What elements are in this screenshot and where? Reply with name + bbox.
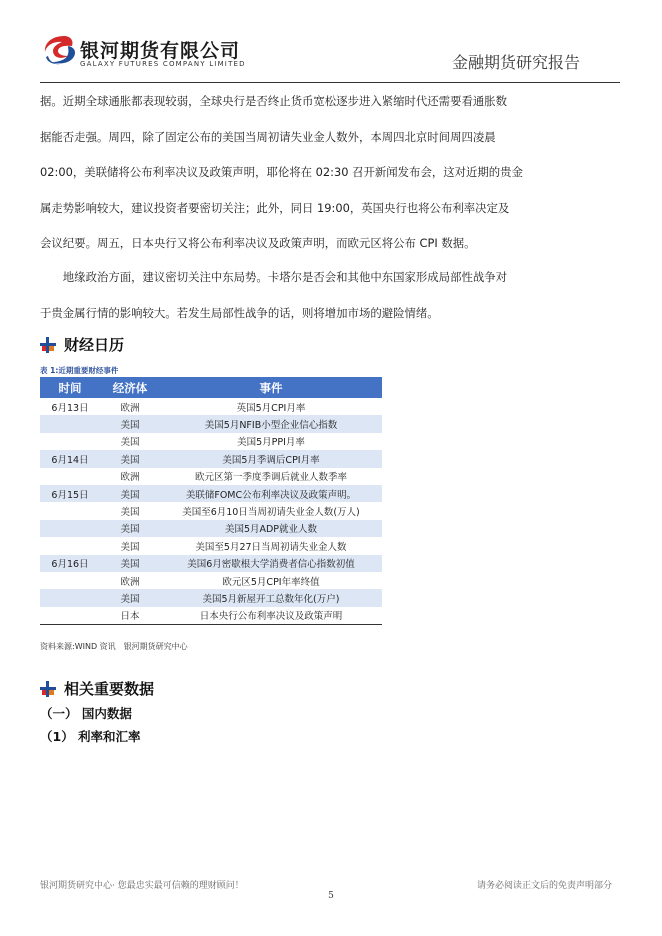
cell-event: 美联储FOMC公布利率决议及政策声明。 bbox=[160, 485, 382, 502]
cell-event: 美国5月ADP就业人数 bbox=[160, 520, 382, 537]
text-line: 于贵金属行情的影响较大。若发生局部性战争的话，则将增加市场的避险情绪。 bbox=[40, 305, 439, 320]
header-time: 时间 bbox=[40, 377, 100, 398]
cell-economy: 欧洲 bbox=[120, 402, 140, 414]
table-row bbox=[40, 415, 382, 432]
subheading-rates-fx: （1） 利率和汇率 bbox=[40, 729, 141, 744]
cell-event: 欧元区5月CPI年率终值 bbox=[222, 576, 320, 588]
table-row bbox=[40, 450, 382, 467]
text-line: 属走势影响较大，建议投资者要密切关注；此外，同日 19:00，英国央行也将公布利率决定及 bbox=[40, 200, 510, 215]
cell-economy: 日本 bbox=[100, 607, 160, 625]
table-row bbox=[40, 520, 382, 537]
section-bullet-icon bbox=[40, 337, 56, 353]
paragraph-geopolitics bbox=[40, 260, 540, 331]
cell-date bbox=[40, 572, 100, 589]
cell-event: 英国5月CPI月率 bbox=[236, 402, 306, 414]
economic-calendar-table bbox=[40, 377, 382, 625]
cell-economy: 欧洲 bbox=[120, 472, 140, 484]
cell-economy: 美国 bbox=[120, 541, 140, 553]
text-line: 02:00，美联储将公布利率决议及政策声明，耶伦将在 02:30 召开新闻发布会，这对近期的贵金 bbox=[40, 165, 523, 179]
footer-slogan: 银河期货研究中心· 您最忠实最可信赖的理财顾问！ bbox=[40, 881, 244, 891]
table-row bbox=[40, 468, 382, 485]
table-row bbox=[40, 502, 382, 519]
text-line: 据能否走强。周四，除了固定公布的美国当周初请失业金人数外，本周四北京时间周四凌晨 bbox=[40, 129, 496, 144]
cell-date: 6月16日 bbox=[40, 555, 100, 572]
cell-economy: 美国 bbox=[100, 555, 160, 572]
footer-disclaimer: 请务必阅读正文后的免责声明部分 bbox=[476, 881, 612, 891]
cell-date: 6月13日 bbox=[51, 402, 89, 414]
table-header-row bbox=[40, 377, 382, 398]
table-row bbox=[40, 398, 382, 415]
cell-date bbox=[40, 520, 100, 537]
cell-date: 6月15日 bbox=[40, 485, 100, 502]
cell-economy: 美国 bbox=[100, 415, 160, 432]
table-row bbox=[40, 485, 382, 502]
cell-event: 美国5月PPI月率 bbox=[237, 437, 305, 449]
cell-event: 美国至5月27日当周初请失业金人数 bbox=[195, 541, 347, 553]
cell-date bbox=[40, 537, 100, 554]
cell-economy: 美国 bbox=[100, 520, 160, 537]
header-economy: 经济体 bbox=[100, 377, 160, 398]
section-heading-key-data bbox=[40, 678, 154, 699]
cell-date bbox=[40, 589, 100, 606]
cell-event: 美国5月NFIB小型企业信心指数 bbox=[160, 415, 382, 432]
cell-economy: 美国 bbox=[120, 437, 140, 449]
cell-event: 欧元区第一季度季调后就业人数季率 bbox=[194, 472, 347, 484]
table-source-note: 资料来源:WIND 资讯 银河期货研究中心 bbox=[40, 642, 188, 651]
header-event: 事件 bbox=[160, 377, 382, 398]
table-row bbox=[40, 555, 382, 572]
cell-date bbox=[40, 415, 100, 432]
text-line: 地缘政治方面，建议密切关注中东局势。卡塔尔是否会和其他中东国家形成局部性战争对 bbox=[40, 270, 508, 284]
page-header bbox=[0, 0, 662, 84]
table-caption: 表 1:近期重要财经事件 bbox=[40, 366, 119, 375]
text-line: 据。近期全球通胀都表现较弱，全球央行是否终止货币宽松逐步进入紧缩时代还需要看通胀数 bbox=[40, 94, 508, 108]
cell-date bbox=[40, 468, 100, 485]
cell-economy: 美国 bbox=[120, 507, 140, 519]
table-row bbox=[40, 572, 382, 589]
cell-date bbox=[40, 607, 100, 625]
cell-date: 6月14日 bbox=[40, 450, 100, 467]
table-row bbox=[40, 607, 382, 625]
cell-economy: 美国 bbox=[100, 485, 160, 502]
cell-economy: 欧洲 bbox=[120, 576, 140, 588]
cell-event: 美国5月新屋开工总数年化(万户) bbox=[160, 589, 382, 606]
table-row bbox=[40, 589, 382, 606]
text-line: 会议纪要。周五，日本央行又将公布利率决议及政策声明，而欧元区将公布 CPI 数据。 bbox=[40, 236, 476, 250]
cell-economy: 美国 bbox=[100, 589, 160, 606]
section-title: 财经日历 bbox=[64, 336, 125, 354]
cell-date bbox=[40, 502, 100, 519]
cell-event: 日本央行公布利率决议及政策声明 bbox=[160, 607, 382, 625]
company-name-en: GALAXY FUTURES COMPANY LIMITED bbox=[80, 60, 246, 68]
cell-event: 美国6月密歇根大学消费者信心指数初值 bbox=[160, 555, 382, 572]
cell-event: 美国至6月10日当周初请失业金人数(万人) bbox=[182, 507, 360, 519]
header-divider bbox=[40, 82, 620, 83]
table-row bbox=[40, 433, 382, 450]
galaxy-logo-icon bbox=[42, 34, 78, 66]
section-bullet-icon bbox=[40, 681, 56, 697]
cell-economy: 美国 bbox=[100, 450, 160, 467]
section-heading-calendar bbox=[40, 334, 124, 355]
table-row bbox=[40, 537, 382, 554]
cell-event: 美国5月季调后CPI月率 bbox=[160, 450, 382, 467]
company-name-cn: 银河期货有限公司 bbox=[80, 40, 241, 62]
page-number: 5 bbox=[328, 891, 334, 901]
section-title: 相关重要数据 bbox=[64, 680, 155, 698]
cell-date bbox=[40, 433, 100, 450]
subheading-domestic-data: （一） 国内数据 bbox=[40, 706, 132, 721]
paragraph-macro-outlook bbox=[40, 84, 540, 262]
report-title: 金融期货研究报告 bbox=[451, 53, 580, 72]
